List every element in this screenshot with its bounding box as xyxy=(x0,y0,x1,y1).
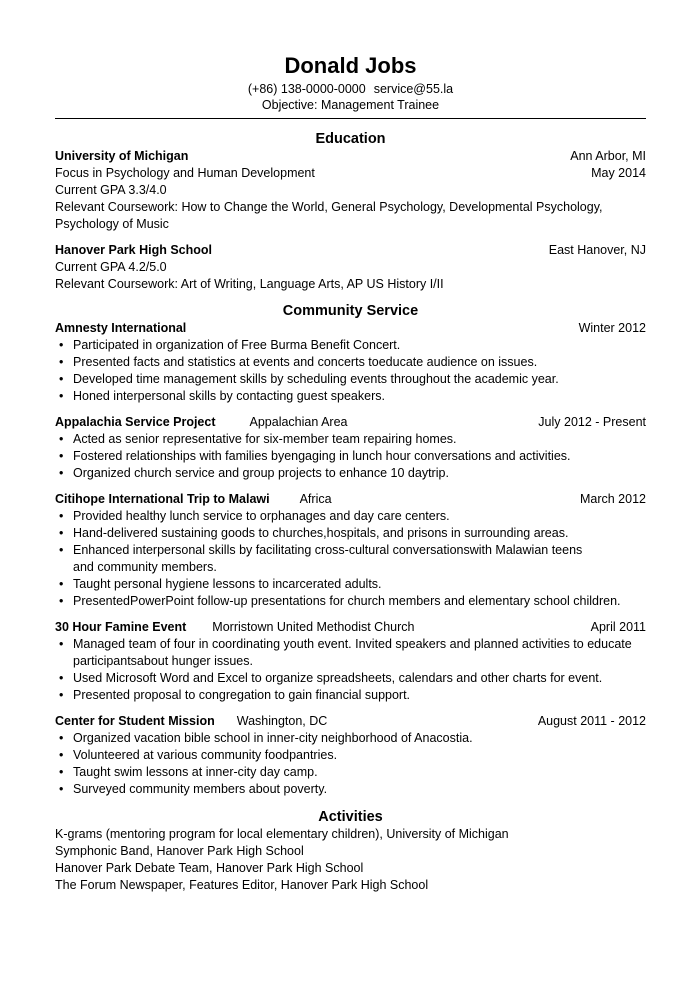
phone-number: (+86) 138-0000-0000 xyxy=(247,82,366,96)
bullet-item: • Presented proposal to congregation to gain financial support. xyxy=(59,688,411,702)
school-detail: Relevant Coursework: Art of Writing, Language Arts, AP US History I/II xyxy=(55,277,444,291)
school-location: Ann Arbor, MI xyxy=(570,149,646,163)
service-place: Washington, DC xyxy=(236,714,328,728)
activities-title: Activities xyxy=(318,809,383,825)
school-detail: Relevant Coursework: How to Change the World, General Psychology, Developmental Psychology, Psychology of Music xyxy=(55,200,603,231)
service-date: April 2011 xyxy=(590,620,646,634)
bullet-item: • Organized vacation bible school in inner-city neighborhood of Anacostia. xyxy=(59,731,473,745)
bullet-item: • Honed interpersonal skills by contacting guest speakers. xyxy=(59,389,385,403)
school-detail: Current GPA 3.3/4.0 xyxy=(55,183,167,197)
activity-item: The Forum Newspaper, Features Editor, Hanover Park High School xyxy=(55,878,429,892)
bullet-item: • Volunteered at various community foodpantries. xyxy=(59,748,338,762)
bullet-item: • Surveyed community members about poverty. xyxy=(59,782,328,796)
activity-item: Hanover Park Debate Team, Hanover Park High School xyxy=(55,861,364,875)
bullet-list xyxy=(55,508,646,610)
bullet-list xyxy=(55,431,646,482)
bullet-icon: • xyxy=(59,731,64,745)
organization-name: Appalachia Service Project xyxy=(55,415,216,429)
service-entry xyxy=(55,713,646,798)
bullet-item: • Participated in organization of Free Burma Benefit Concert. xyxy=(59,338,401,352)
service-entry xyxy=(55,619,646,704)
service-place: Africa xyxy=(299,492,332,506)
bullet-icon: • xyxy=(59,372,64,386)
organization-name: Center for Student Mission xyxy=(55,714,215,728)
bullet-list xyxy=(55,730,646,798)
bullet-icon: • xyxy=(59,748,64,762)
candidate-name: Donald Jobs xyxy=(284,53,417,78)
school-detail: Focus in Psychology and Human Development xyxy=(55,166,315,180)
bullet-icon: • xyxy=(59,526,64,540)
bullet-item: • Hand-delivered sustaining goods to churches,hospitals, and prisons in surrounding areas. xyxy=(59,526,569,540)
school-location: East Hanover, NJ xyxy=(548,243,646,257)
service-place: Appalachian Area xyxy=(249,415,348,429)
email-address: service@55.la xyxy=(373,82,454,96)
bullet-item: • Organized church service and group projects to enhance 10 daytrip. xyxy=(59,466,449,480)
organization-name: Amnesty International xyxy=(55,321,187,335)
bullet-list xyxy=(55,337,646,405)
bullet-list xyxy=(55,636,646,704)
bullet-item: • Provided healthy lunch service to orphanages and day care centers. xyxy=(59,509,450,523)
bullet-item: • Developed time management skills by scheduling events throughout the academic year. xyxy=(59,372,559,386)
school-entry xyxy=(55,148,646,233)
service-date: August 2011 - 2012 xyxy=(537,714,646,728)
bullet-icon: • xyxy=(59,765,64,779)
school-entry xyxy=(55,242,646,293)
service-date: Winter 2012 xyxy=(578,321,646,335)
organization-name: 30 Hour Famine Event xyxy=(55,620,187,634)
school-name: University of Michigan xyxy=(55,149,189,163)
service-entry xyxy=(55,320,646,405)
bullet-icon: • xyxy=(59,782,64,796)
bullet-icon: • xyxy=(59,466,64,480)
bullet-icon: • xyxy=(59,577,64,591)
service-date: July 2012 - Present xyxy=(538,415,646,429)
graduation-date: May 2014 xyxy=(591,166,646,180)
bullet-icon: • xyxy=(59,355,64,369)
bullet-icon: • xyxy=(59,671,64,685)
resume-page xyxy=(55,0,646,894)
bullet-item: • Taught personal hygiene lessons to incarcerated adults. xyxy=(59,577,382,591)
school-name: Hanover Park High School xyxy=(55,243,212,257)
activity-item: K-grams (mentoring program for local elementary children), University of Michigan xyxy=(55,827,509,841)
bullet-icon: • xyxy=(59,688,64,702)
organization-name: Citihope International Trip to Malawi xyxy=(55,492,270,506)
education-title: Education xyxy=(315,131,386,147)
bullet-icon: • xyxy=(59,338,64,352)
bullet-item: • Enhanced interpersonal skills by facilitating cross-cultural conversationswith Malawian teens and community members. xyxy=(59,543,583,574)
bullet-item: • Taught swim lessons at inner-city day camp. xyxy=(59,765,318,779)
school-detail: Current GPA 4.2/5.0 xyxy=(55,260,167,274)
bullet-icon: • xyxy=(59,432,64,446)
bullet-item: • Presented facts and statistics at events and concerts toeducate audience on issues. xyxy=(59,355,538,369)
bullet-icon: • xyxy=(59,389,64,403)
bullet-icon: • xyxy=(59,449,64,463)
objective: Objective: Management Trainee xyxy=(261,98,440,112)
contact-line xyxy=(55,81,646,97)
bullet-item: • Managed team of four in coordinating youth event. Invited speakers and planned activities to educate participantsabout hunger issues. xyxy=(59,637,632,668)
bullet-item: • Acted as senior representative for six-member team repairing homes. xyxy=(59,432,457,446)
bullet-icon: • xyxy=(59,594,64,608)
service-date: March 2012 xyxy=(579,492,646,506)
service-place: Morristown United Methodist Church xyxy=(212,620,415,634)
service-entry xyxy=(55,414,646,482)
bullet-item: • Fostered relationships with families byengaging in lunch hour conversations and activities. xyxy=(59,449,571,463)
community-service-title: Community Service xyxy=(282,303,419,319)
service-entry xyxy=(55,491,646,610)
bullet-icon: • xyxy=(59,637,64,651)
bullet-icon: • xyxy=(59,509,64,523)
bullet-item: • Used Microsoft Word and Excel to organize spreadsheets, calendars and other charts for event. xyxy=(59,671,603,685)
bullet-icon: • xyxy=(59,543,64,557)
bullet-item: • PresentedPowerPoint follow-up presentations for church members and elementary school children. xyxy=(59,594,621,608)
activity-item: Symphonic Band, Hanover Park High School xyxy=(55,844,304,858)
